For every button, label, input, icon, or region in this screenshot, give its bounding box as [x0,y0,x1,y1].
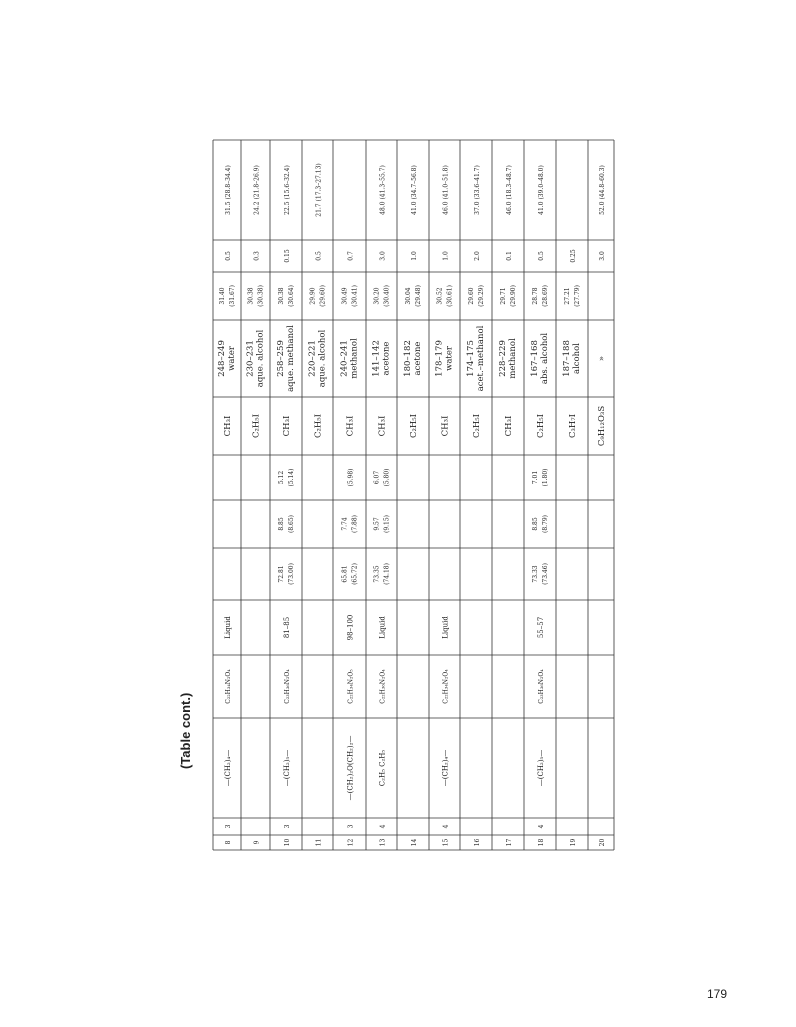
cell-text: 48.0 (41.3–55.7) [379,165,387,215]
cell-text: C₂H₅I [313,413,324,439]
cell-text: 21.7 (17.3–27.13) [315,163,323,217]
table-cell-mp [379,616,387,639]
table-cell-i [532,468,549,486]
cell-text: water [444,346,455,371]
cell-text: 7.01 [532,470,539,485]
cell-text: (31.67) [229,285,236,307]
table-cell-yield [570,249,577,263]
cell-text: 41.0 (34.7–56.8) [411,165,418,215]
table-cell-salt [568,414,578,438]
cell-text: 18 [538,838,545,847]
cell-text: water [227,346,237,371]
table-cell-yield [316,251,323,261]
cell-text: acetone [381,341,392,376]
cell-text: 29.60 [468,287,475,305]
table-cell-salt_mp [562,340,582,377]
cell-text: 9 [253,840,261,845]
cell-text: 0.7 [347,251,355,261]
page-number: 179 [707,987,728,1001]
cell-text: Liquid [224,616,232,639]
table-cell-salt_mp [372,340,392,377]
table-cell-i [374,468,391,486]
cell-text: 16 [474,838,481,847]
table-cell-found [278,285,295,307]
table-cell-yield [443,251,450,261]
cell-text: 55–57 [537,616,545,639]
cell-text: —(CH₂)₅— [283,749,291,787]
cell-text: 8 [225,840,232,845]
table-cell-salt [314,414,324,438]
table-cell-activity [411,165,418,215]
table-cell-group [224,750,232,787]
cell-text: 22.5 (15.6–32.4) [284,165,291,215]
cell-text: (30.41) [351,285,359,307]
cell-text: 46.0 (41.0–51.8) [442,165,450,215]
cell-text: » [597,355,607,362]
table-cell-activity [284,165,291,215]
table-cell-no [254,840,261,844]
cell-text: 1.0 [411,251,418,261]
table-cell-salt [536,414,546,438]
table-cell-yield [225,251,232,261]
table-cell-no [316,839,323,847]
cell-text: methanol [349,338,360,379]
cell-text: 0.5 [538,251,545,261]
table-cell-found [405,285,422,307]
cell-text: —(CH₂)₂O(CH₂)₂— [346,735,355,801]
table-cell-salt [441,416,451,437]
table-cell-group [537,750,545,787]
table-cell-no [538,839,545,847]
cell-text: aque. methanol [286,325,296,392]
cell-text: 72.81 [278,565,285,583]
table-cell-salt_mp [435,340,455,377]
table-cell-found [532,285,549,307]
cell-text: 30.49 [341,287,349,305]
table-cell-found [500,285,517,307]
cell-text: 5.12 [278,470,285,485]
cell-text: (8.79) [542,514,549,534]
table-cell-yield [284,249,291,263]
cell-text: 4 [379,824,387,829]
table-cell-h [532,515,549,533]
table-cell-salt_mp [276,325,296,392]
cell-text: C₂₃H₃₆N₂O₄ [538,669,545,704]
table-cell-i [348,468,355,486]
cell-text: 8.85 [278,517,285,531]
cell-text: 6.07 [373,470,381,485]
cell-text: 30.52 [436,287,444,305]
cell-text: (5.80) [383,468,391,487]
cell-text: (30.38) [257,285,265,307]
cell-text: (8.65) [288,514,295,534]
cell-text: C₂₂H₃₆N₂O₄ [379,669,387,704]
cell-text: (5.98) [347,468,355,487]
cell-text: (30.61) [446,285,454,307]
table-cell-found [248,285,265,307]
cell-text: 17 [506,838,513,847]
table-cell-salt [409,414,419,438]
table-cell-formula [538,669,545,704]
cell-text: 0.3 [253,251,261,261]
cell-text: (29.29) [478,285,485,307]
cell-text: 19 [570,838,577,847]
table-cell-salt [597,406,607,447]
cell-text: 178–179 [434,340,445,377]
cell-text: 0.25 [570,249,577,263]
cell-text: (74.18) [383,563,391,585]
table-cell-yield [411,251,418,261]
cell-text: C₂H₅I [251,413,262,439]
table-cell-yield [599,251,606,261]
table-cell-no [380,839,387,847]
cell-text: (27.79) [574,285,581,307]
table-cell-salt_mp [530,333,550,385]
cell-text: (5.14) [288,468,295,487]
cell-text: —(CH₂)₄— [224,749,232,787]
table-cell-salt [223,416,233,437]
cell-text: 8.85 [532,517,539,531]
cell-text: 258–259 [276,340,286,377]
table-cell-n [348,824,355,828]
table-cell-h [374,515,391,533]
cell-text: abs. alcohol [540,332,550,385]
table-cell-n [225,824,232,828]
table-cell-formula [225,669,232,704]
cell-text: (29.90) [510,285,517,307]
cell-text: 3 [225,824,232,829]
cell-text: (30.64) [288,285,295,307]
table-cell-salt_mp [466,325,486,391]
cell-text: 73.33 [532,565,539,583]
cell-text: aque. alcohol [255,329,266,388]
table-cell-activity [599,165,606,215]
table-cell-group [442,750,450,787]
cell-text: —(CH₂)₅— [537,749,545,787]
cell-text: CH₃I [377,415,388,437]
cell-text: (73.00) [288,563,295,585]
cell-text: 0.15 [284,249,291,263]
cell-text: 7.74 [341,517,349,531]
table-cell-salt [282,416,292,437]
table-cell-formula [380,669,387,704]
cell-text: 81–85 [283,616,291,639]
table-cell-found [564,285,581,307]
cell-text: 4 [442,824,450,829]
table-cell-formula [284,669,291,704]
table-cell-yield [538,251,545,261]
cell-text: 73.35 [373,565,381,583]
table-cell-n [380,824,387,828]
cell-text: (1.80) [542,468,549,487]
cell-text: C₂₂H₃₄N₂O₄ [225,669,232,704]
table-cell-yield [380,251,387,261]
cell-text: 180–182 [403,340,413,377]
cell-text: 1.0 [442,251,450,261]
cell-text: C₂₃H₃₆N₂O₄ [284,669,291,704]
table-cell-salt [346,416,356,437]
cell-text: 31.40 [219,287,226,305]
cell-text: 52.0 (44.8–60.3) [599,165,606,215]
table-cell-no [348,839,355,847]
cell-text: C₂H₅ C₂H₅ [378,749,387,787]
cell-text: C₂H₅I [536,413,546,439]
table-cell-found [219,285,236,307]
cell-text: 3 [347,824,355,829]
cell-text: —(CH₂)₄— [441,749,450,787]
table-cell-mp [224,616,232,639]
cell-text: C₃H₇I [568,413,578,439]
cell-text: methanol [508,338,518,379]
cell-text: 37.0 (33.6–41.7) [474,165,481,215]
cell-text: CH₃I [440,415,451,437]
table-cell-salt_mp [308,330,328,388]
table-cell-no [443,839,450,847]
table-cell-group [347,736,355,801]
cell-text: C₂H₅I [409,413,419,439]
cell-text: 187–188 [562,340,572,377]
table-cell-salt_mp [340,338,360,379]
cell-text: (28.69) [542,285,549,307]
cell-text: 0.1 [506,251,513,261]
cell-text: 230–231 [245,340,256,377]
cell-text: 174–175 [466,340,476,377]
table-cell-salt [472,414,482,438]
table-cell-activity [225,165,232,215]
table-cell-formula [348,669,355,704]
cell-text: 13 [379,838,387,847]
table-cell-salt_mp [217,340,237,377]
cell-text: 167–168 [530,340,540,377]
cell-text: (7.88) [351,514,359,534]
cell-text: 248–249 [217,340,227,377]
cell-text: 228–229 [498,340,508,377]
cell-text: 10 [284,838,291,847]
cell-text: 28.78 [532,287,539,305]
cell-text: CH₃I [282,415,292,437]
table-cell-activity [474,165,481,215]
table-cell-no [506,839,513,847]
cell-text: 141–142 [371,340,382,377]
cell-text: C₂H₅I [472,413,482,439]
table-cell-c [532,563,549,585]
cell-text: 31.5 (28.8–34.4) [225,165,232,215]
cell-text: CH₃I [223,415,233,437]
cell-text: (30.40) [383,285,391,307]
table-cell-activity [254,165,261,215]
table-cell-h [342,515,359,533]
cell-text: 41.0 (39.0–48.0) [538,165,545,215]
table-cell-found [342,285,359,307]
table-cell-found [310,285,327,307]
cell-text: 30.38 [278,287,285,305]
table-cell-salt_mp [403,340,423,377]
cell-text: 24.2 (21.8–26.9) [253,165,261,215]
cell-text: 11 [315,838,323,847]
cell-text: acetone [413,341,423,376]
table-cell-formula [443,669,450,704]
table-cell-mp [442,616,450,639]
cell-text: (29.48) [415,285,422,307]
cell-text: aque. alcohol [317,329,328,388]
table-cell-found [468,285,485,307]
cell-text: 29.90 [309,287,317,305]
table-cell-c [342,563,359,585]
table-cell-activity [316,163,323,216]
cell-text: 98–100 [346,614,355,641]
cell-text: 30.04 [405,287,412,305]
table-cell-yield [254,251,261,261]
table-cell-salt [252,414,262,438]
cell-text: 220–221 [307,340,318,377]
table-cell-activity [506,165,513,215]
cell-text: 30.20 [373,287,381,305]
table-cell-salt_mp [498,338,518,379]
cell-text: CH₃I [345,415,356,437]
cell-text: (65.72) [351,563,359,585]
table-cell-found [374,285,391,307]
cell-text: alcohol [572,343,582,374]
cell-text: 65.81 [341,565,349,583]
cell-text: Liquid [441,616,450,639]
cell-text: 3.0 [599,251,606,261]
table-cell-salt [504,416,514,437]
table-cell-group [283,750,291,787]
cell-text: 27.21 [564,287,571,305]
table-cell-h [278,515,295,533]
table-cell-activity [443,165,450,215]
table-cell-mp [347,615,355,641]
table-cell-activity [380,165,387,215]
table-cell-yield [506,251,513,261]
cell-text: 0.5 [225,251,232,261]
table-cell-no [411,839,418,847]
table-cell-group [379,750,387,787]
table-cell-n [538,824,545,828]
cell-text: C₂₂H₃₄N₂O₅ [347,669,355,704]
cell-text: 9.57 [373,517,381,531]
table-cell-n [284,824,291,828]
table-cell-i [278,468,295,486]
cell-text: 15 [442,838,450,847]
cell-text: C₉H₁₂O₃S [597,405,607,447]
cell-text: (29.60) [319,285,327,307]
table-cell-c [374,563,391,585]
cell-text: 20 [599,838,606,847]
cell-text: 4 [538,824,545,829]
cell-text: (73.46) [542,563,549,585]
cell-text: Liquid [378,616,387,639]
table-cell-no [225,840,232,844]
table-cell-yield [474,251,481,261]
table-cell-no [570,839,577,847]
cell-text: 3 [284,824,291,829]
cell-text: CH₃I [504,415,514,437]
table-cell-c [278,563,295,585]
table-cell-activity [538,165,545,215]
table-cell-found [437,285,454,307]
table-cell-n [443,824,450,828]
table-caption: (Table cont.) [178,692,193,769]
table-cell-salt [378,416,388,437]
table-cell-mp [283,617,291,638]
table-cell-no [284,839,291,847]
cell-text: 3.0 [379,251,387,261]
cell-text: (9.15) [383,514,391,534]
table-cell-yield [348,251,355,261]
cell-text: 46.0 (18.3–48.7) [506,165,513,215]
table-cell-no [474,839,481,847]
cell-text: 14 [411,838,418,847]
cell-text: acet.–methanol [476,325,486,392]
table-cell-mp [537,617,545,638]
table-cell-salt_mp [597,356,607,361]
cell-text: 29.71 [500,287,507,305]
cell-text: 240–241 [339,340,350,377]
cell-text: 2.0 [474,251,481,261]
cell-text: 30.38 [247,287,255,305]
cell-text: 0.5 [315,251,323,261]
cell-text: 12 [347,838,355,847]
cell-text: C₂₂H₃₄N₂O₄ [442,669,450,704]
table-cell-no [599,839,606,847]
table-cell-salt_mp [246,330,266,388]
